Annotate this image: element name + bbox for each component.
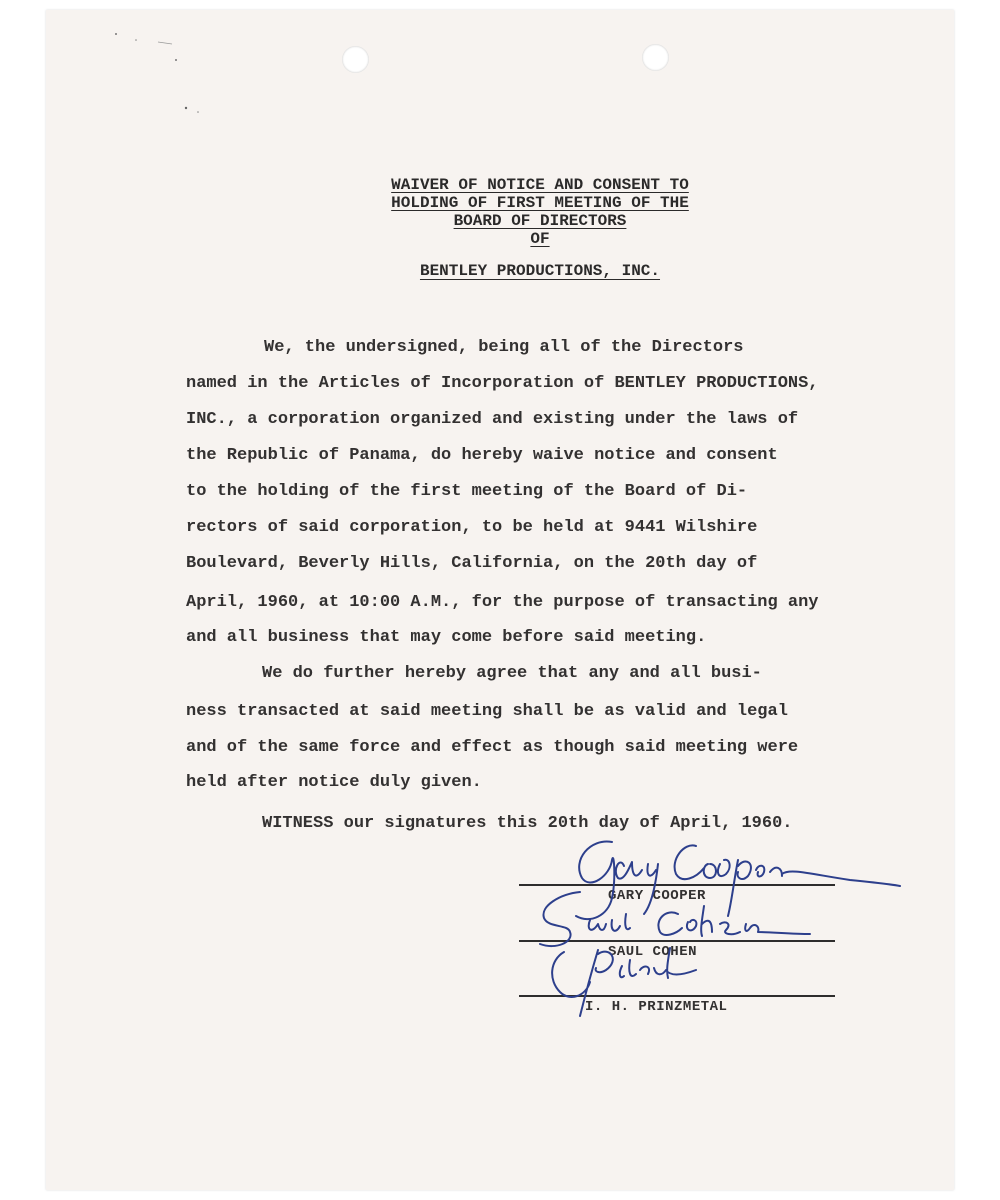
body-line-10: We do further hereby agree that any and all busi- xyxy=(262,664,762,683)
punch-hole-right xyxy=(642,44,669,71)
body-line-2: named in the Articles of Incorporation of BENTLEY PRODUCTIONS, xyxy=(186,374,819,393)
punch-hole-left xyxy=(342,46,369,73)
body-line-5: to the holding of the first meeting of the Board of Di- xyxy=(186,482,748,501)
body-line-3: INC., a corporation organized and existing under the laws of xyxy=(186,410,799,429)
handwritten-signatures xyxy=(520,820,920,1030)
signature-prinzmetal xyxy=(552,948,696,1016)
paper-specks xyxy=(106,28,226,118)
body-line-1: We, the undersigned, being all of the Directors xyxy=(264,338,744,357)
signatory-name-1: GARY COOPER xyxy=(608,888,706,904)
body-line-13: held after notice duly given. xyxy=(186,773,482,792)
witness-line: WITNESS our signatures this 20th day of April, 1960. xyxy=(262,814,793,833)
body-line-11: ness transacted at said meeting shall be as valid and legal xyxy=(186,702,788,721)
title-line-1: WAIVER OF NOTICE AND CONSENT TO xyxy=(391,176,689,194)
body-line-7: Boulevard, Beverly Hills, California, on the 20th day of xyxy=(186,554,758,573)
body-line-8: April, 1960, at 10:00 A.M., for the purpose of transacting any xyxy=(186,593,819,612)
body-line-6: rectors of said corporation, to be held at 9441 Wilshire xyxy=(186,518,758,537)
signatory-name-2: SAUL COHEN xyxy=(608,944,698,960)
company-name: BENTLEY PRODUCTIONS, INC. xyxy=(419,262,661,280)
title-line-3: BOARD OF DIRECTORS xyxy=(453,212,627,230)
title-line-4: OF xyxy=(530,230,550,248)
body-line-12: and of the same force and effect as though said meeting were xyxy=(186,738,799,757)
title-line-2: HOLDING OF FIRST MEETING OF THE xyxy=(391,194,689,212)
signature-gary-cooper xyxy=(576,842,900,920)
body-line-4: the Republic of Panama, do hereby waive notice and consent xyxy=(186,446,778,465)
signatory-name-3: I. H. PRINZMETAL xyxy=(585,999,728,1015)
body-line-9: and all business that may come before said meeting. xyxy=(186,628,707,647)
